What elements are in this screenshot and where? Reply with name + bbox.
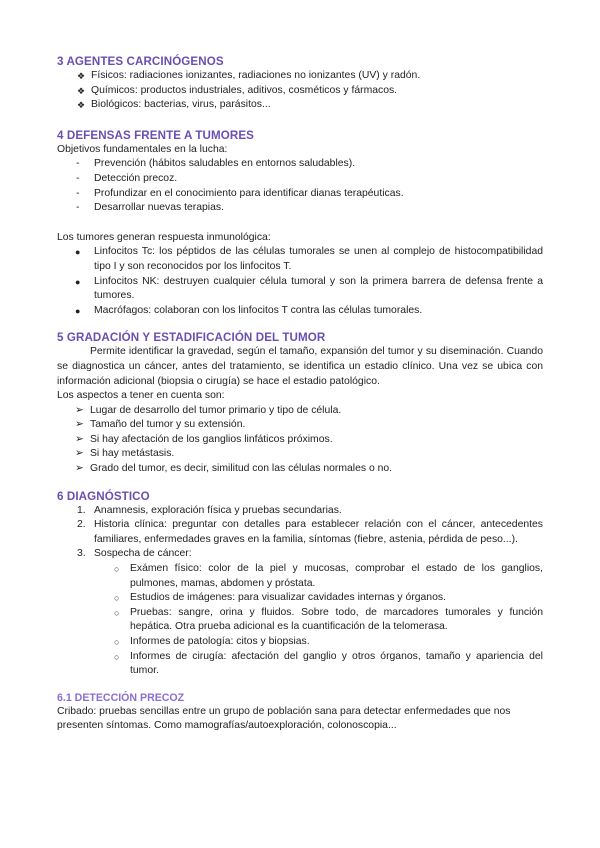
list-item: 2. Historia clínica: preguntar con detalles para establecer relación con el cáncer, antecedentes familiares, enfermedades graves en la familia, síntomas (fiebre, astenia, pérdida de peso...). <box>77 519 543 545</box>
section-6-title: 6 DIAGNÓSTICO <box>57 489 150 503</box>
list-item: ❖ Físicos: radiaciones ionizantes, radiaciones no ionizantes (UV) y radón. <box>57 69 543 84</box>
objetivos-intro: Objetivos fundamentales en la lucha: <box>57 143 228 155</box>
diamond-bullet-icon: ❖ <box>77 100 86 111</box>
list-item: - Desarrollar nuevas terapias. <box>76 202 224 214</box>
list-item: ➢ Lugar de desarrollo del tumor primario y tipo de célula. <box>57 404 543 419</box>
list-item: ➢ Si hay metástasis. <box>57 447 543 462</box>
section-6-1-paragraph: Cribado: pruebas sencillas entre un grupo de población sana para detectar enfermedades que nos presenten síntomas. Como mamografías/autoexploración, colonoscopia... <box>57 705 511 732</box>
aspectos-intro: Los aspectos a tener en cuenta son: <box>57 390 225 402</box>
circle-bullet-icon: ○ <box>114 593 120 604</box>
list-item: 3. Sospecha de cáncer: ○ Exámen físico: color de la piel y mucosas, comprobar el estado de los ganglios, pulmones, mamas, abdomen y próstata. ○ Estudios de imágenes: para visualizar cavidades internas y órganos. ○ Pruebas: sangre, orina y fluidos. Sobre todo, de marcadores tumorales y función hepática. Otra prueba adicional es la cuantificación de la telomerasa. ○ Informes de patología: citos y biopsias. ○ Informes de cirugía: afectación del ganglio y otros órganos, tamaño y apariencia del tumor. <box>57 547 543 678</box>
diamond-bullet-icon: ❖ <box>77 71 86 81</box>
list-item: ○ Estudios de imágenes: para visualizar cavidades internas y órganos. <box>57 591 543 606</box>
list-item: ○ Informes de cirugía: afectación del ganglio y otros órganos, tamaño y apariencia del tumor. <box>114 650 543 677</box>
arrow-bullet-icon: ➢ <box>75 433 84 445</box>
list-item: ○ Informes de patología: citos y biopsias. <box>57 635 543 650</box>
circle-bullet-icon: ○ <box>114 607 120 618</box>
arrow-bullet-icon: ➢ <box>75 404 84 416</box>
list-item: ➢ Si hay afectación de los ganglios linfáticos próximos. <box>57 433 543 448</box>
list-item: ❖ Químicos: productos industriales, aditivos, cosméticos y fármacos. <box>57 84 543 99</box>
list-item: ● Macrófagos: colaboran con los linfocitos T contra las células tumorales. <box>57 304 543 319</box>
list-item: ❖ Biológicos: bacterias, virus, parásitos... <box>57 98 543 113</box>
respuesta-intro: Los tumores generan respuesta inmunológica: <box>57 231 271 243</box>
diamond-bullet-icon: ❖ <box>77 85 86 96</box>
list-item: ● Linfocitos NK: destruyen cualquier célula tumoral y son la primera barrera de defensa frente a tumores. <box>75 275 543 302</box>
list-item: 1. Anamnesis, exploración física y pruebas secundarias. <box>77 504 342 516</box>
arrow-bullet-icon: ➢ <box>75 463 84 475</box>
bullet-icon: ● <box>75 247 81 258</box>
arrow-bullet-icon: ➢ <box>75 419 84 431</box>
objetivos-list <box>57 157 543 215</box>
section-6-1-title: 6.1 DETECCIÓN PRECOZ <box>57 691 185 704</box>
list-item: ➢ Grado del tumor, es decir, similitud con las células normales o no. <box>57 462 543 477</box>
list-item: - Prevención (hábitos saludables en entornos saludables). <box>76 158 356 170</box>
circle-bullet-icon: ○ <box>114 651 120 662</box>
section-5-paragraph: Permite identificar la gravedad, según el tamaño, expansión del tumor y su diseminación. Cuando se diagnostica un cáncer, antes del tratamiento, se identifica un estadio clínico. Una vez se ubica con información adicional (biopsia o cirugía) se hace el estadio patológico. <box>57 346 543 387</box>
sospecha-sublist <box>57 562 543 679</box>
respuesta-list <box>57 245 543 318</box>
document-page <box>57 54 543 734</box>
diagnostico-list <box>57 504 543 679</box>
agentes-list <box>57 69 543 113</box>
section-3-title: 3 AGENTES CARCINÓGENOS <box>57 55 224 68</box>
section-5-title: 5 GRADACIÓN Y ESTADIFICACIÓN DEL TUMOR <box>57 331 326 345</box>
circle-bullet-icon: ○ <box>114 637 120 647</box>
arrow-bullet-icon: ➢ <box>75 448 84 460</box>
list-item: ○ Pruebas: sangre, orina y fluidos. Sobre todo, de marcadores tumorales y función hepática. Otra prueba adicional es la cuantificación de la telomerasa. <box>114 606 543 633</box>
bullet-icon: ● <box>75 276 81 287</box>
circle-bullet-icon: ○ <box>114 564 120 575</box>
list-item: ○ Exámen físico: color de la piel y mucosas, comprobar el estado de los ganglios, pulmones, mamas, abdomen y próstata. <box>114 563 543 589</box>
aspectos-list <box>57 404 543 477</box>
section-4-title: 4 DEFENSAS FRENTE A TUMORES <box>57 128 255 142</box>
bullet-icon: ● <box>75 305 81 316</box>
list-item: ➢ Tamaño del tumor y su extensión. <box>57 418 543 433</box>
list-item: - Detección precoz. <box>76 172 178 184</box>
list-item: ● Linfocitos Tc: los péptidos de las células tumorales se unen al complejo de histocompatibilidad tipo I y son reconocidos por los linfocitos T. <box>75 246 543 272</box>
list-item: - Profundizar en el conocimiento para identificar dianas terapéuticas. <box>76 187 404 199</box>
